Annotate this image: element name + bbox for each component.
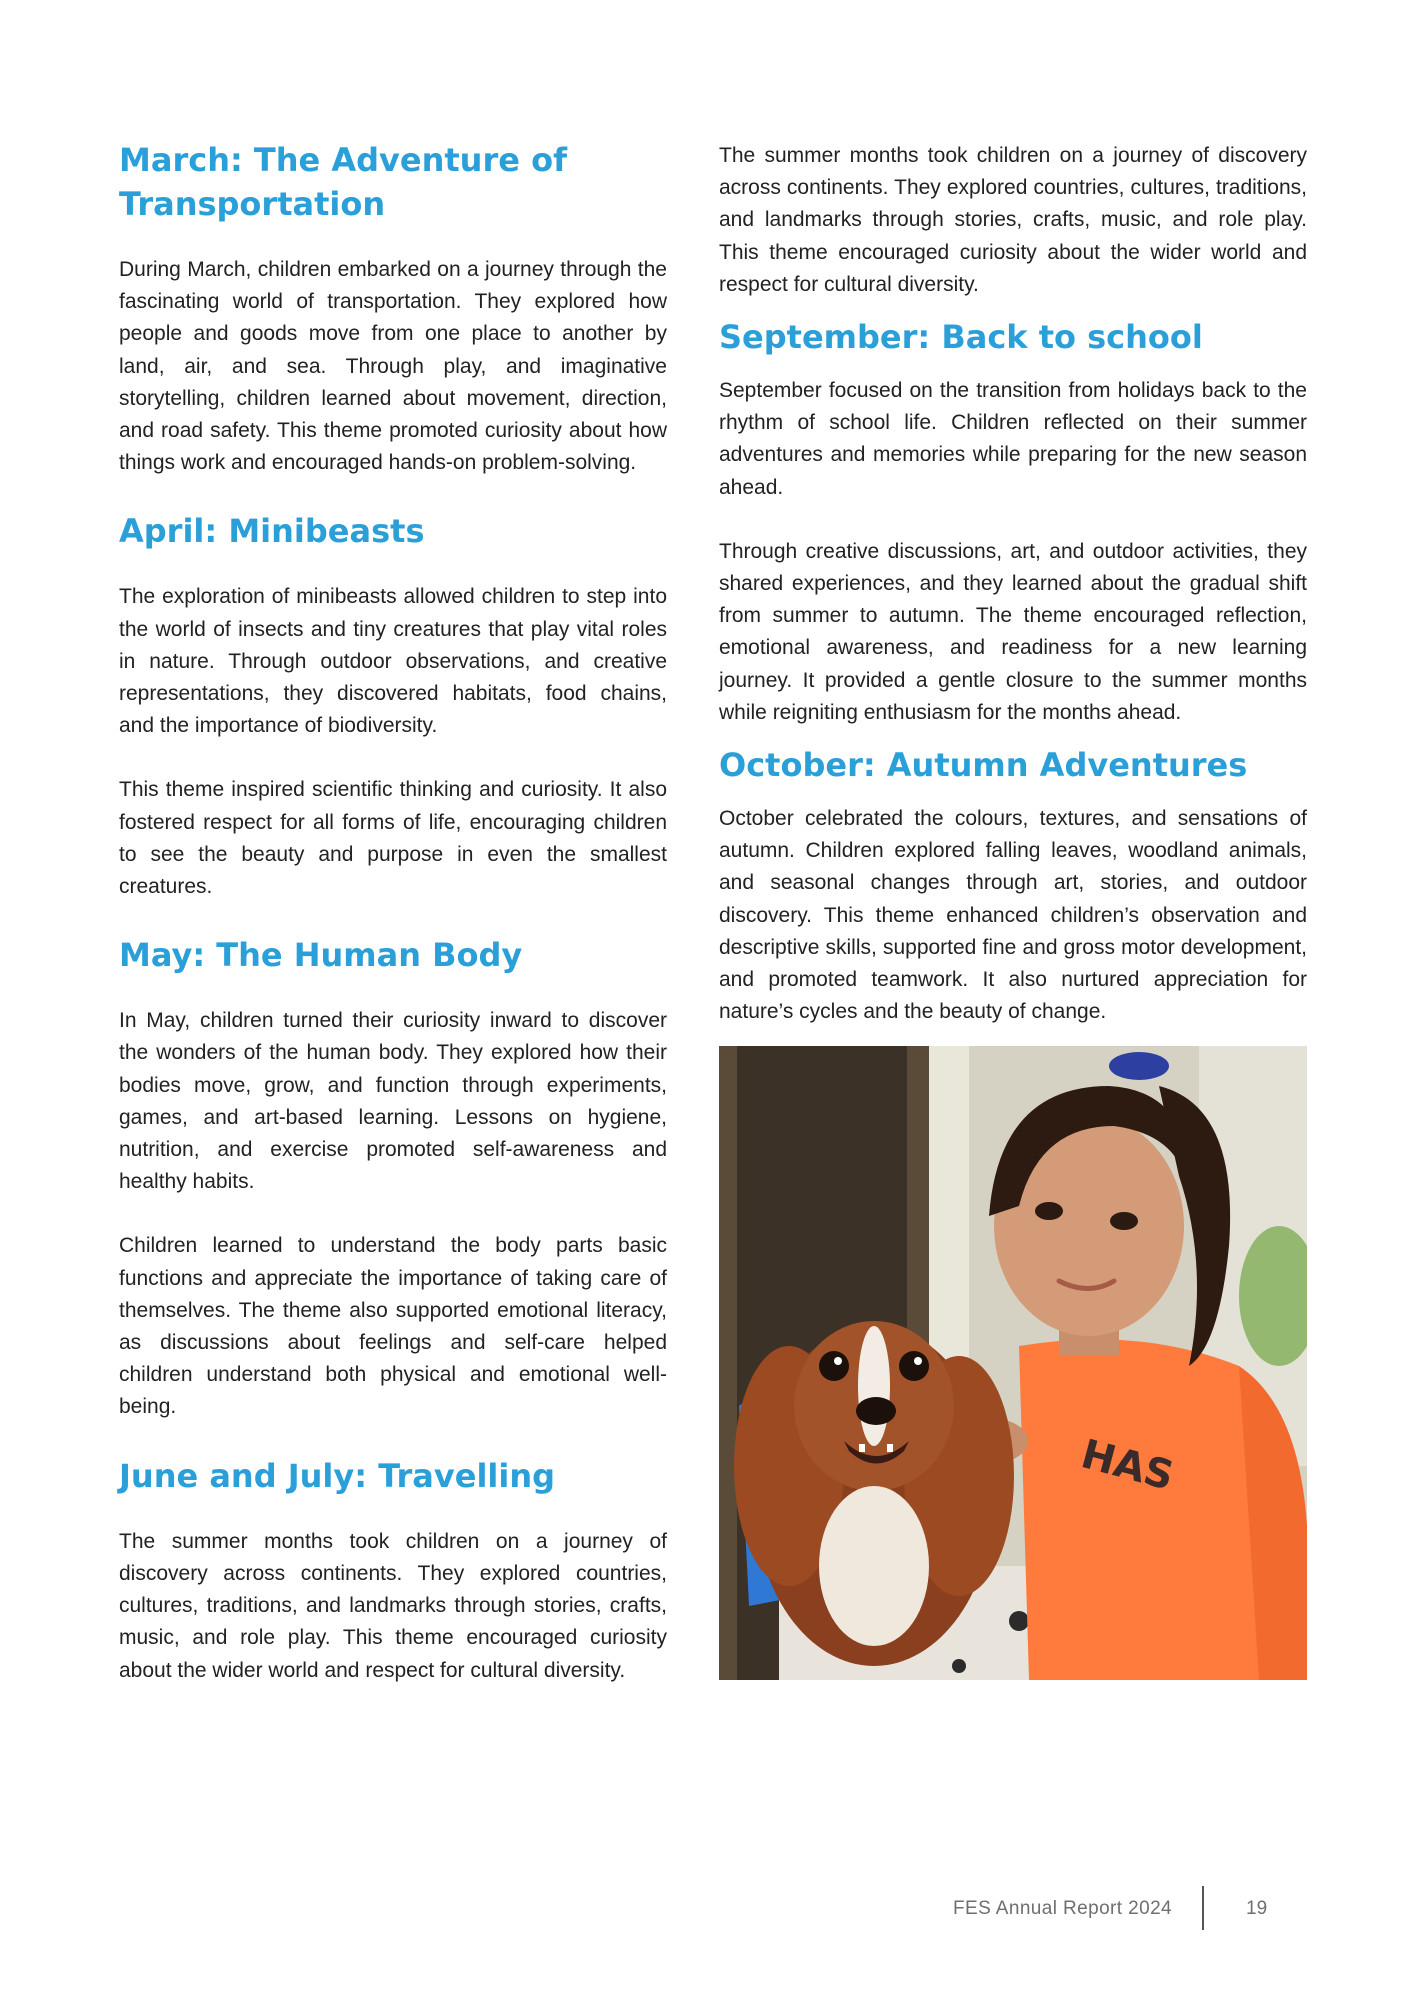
section-paragraph: The exploration of minibeasts allowed children to step into the world of insects and tiny creatures that play vital roles in nature. Through outdoor observations, and creative representations, they discovered habitats, food chains, and the importance of biodiversity. (119, 585, 667, 738)
report-title: FES Annual Report 2024 (953, 1898, 1172, 1919)
section-heading-march: March: The Adventure of Transportation (119, 141, 567, 223)
girl-with-dog-photo (719, 1046, 1307, 1680)
right-column (719, 140, 1307, 1680)
section-paragraph: October celebrated the colours, textures, and sensations of autumn. Children explored falling leaves, woodland animals, and seasonal changes through art, stories, and outdoor discovery. This theme enhanced children’s observation and descriptive skills, supported fine and gross motor development, and promoted teamwork. It also nurtured appreciation for nature’s cycles and the beauty of change. (719, 807, 1307, 1024)
section-paragraph: The summer months took children on a journey of discovery across continents. They explored countries, cultures, traditions, and landmarks through stories, crafts, music, and role play. This theme encouraged curiosity about the wider world and respect for cultural diversity. (119, 1529, 667, 1682)
section-paragraph: During March, children embarked on a journey through the fascinating world of transportation. They explored how people and goods move from one place to another by land, air, and sea. Through play, and imaginative storytelling, children learned about movement, direction, and road safety. This theme promoted curiosity about how things work and encouraged hands-on problem-solving. (119, 258, 667, 475)
footer-divider (1202, 1886, 1204, 1930)
section-paragraph: September focused on the transition from holidays back to the rhythm of school life. Children reflected on their summer adventures and memories while preparing for the new season ahead. (719, 379, 1307, 499)
section-paragraph: Children learned to understand the body parts basic functions and appreciate the importance of taking care of themselves. The theme also supported emotional literacy, as discussions about feelings and self-care helped children understand both physical and emotional well-being. (119, 1234, 667, 1419)
section-heading-september: September: Back to school (719, 318, 1203, 357)
section-heading-april: April: Minibeasts (119, 512, 425, 551)
section-paragraph: This theme inspired scientific thinking and curiosity. It also fostered respect for all forms of life, encouraging children to see the beauty and purpose in even the smallest creatures. (119, 778, 667, 899)
left-column (119, 138, 667, 1687)
section-paragraph: In May, children turned their curiosity inward to discover the wonders of the human body. They explored how their bodies move, grow, and function through experiments, games, and art-based learning. Lessons on hygiene, nutrition, and exercise promoted self-awareness and healthy habits. (119, 1009, 667, 1194)
section-heading-june-july: June and July: Travelling (119, 1456, 556, 1495)
page-number: 19 (1246, 1898, 1268, 1919)
shirt-print-text: HAS (1076, 1431, 1179, 1501)
section-paragraph: Through creative discussions, art, and outdoor activities, they shared experiences, and they learned about the gradual shift from summer to autumn. The theme encouraged reflection, emotional awareness, and readiness for a new learning journey. It provided a gentle closure to the summer months while reigniting enthusiasm for the months ahead. (719, 539, 1307, 724)
photo-illustration (719, 1046, 1307, 1680)
intro-paragraph: The summer months took children on a journey of discovery across continents. They explored countries, cultures, traditions, and landmarks through stories, crafts, music, and role play. This theme encouraged curiosity about the wider world and respect for cultural diversity. (719, 144, 1307, 296)
section-heading-may: May: The Human Body (119, 936, 523, 975)
page-footer (0, 1886, 1414, 1934)
section-heading-october: October: Autumn Adventures (719, 746, 1248, 785)
